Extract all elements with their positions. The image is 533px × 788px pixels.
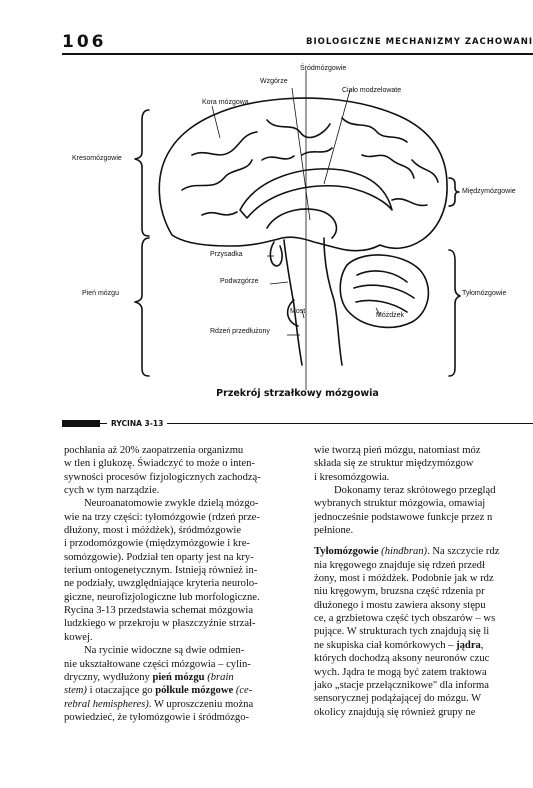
text-line: cych w tym narządzie. bbox=[64, 485, 160, 497]
text-line: powiedzieć, że tyłomózgowie i śródmózgo- bbox=[64, 711, 250, 723]
pituitary bbox=[270, 242, 282, 266]
term-bold: Tyłomózgowie bbox=[314, 546, 379, 558]
label-cialo-modzelowate: Ciało modzelowate bbox=[342, 87, 402, 94]
text-line: wybranych struktur mózgowia, omawiaj bbox=[314, 498, 486, 510]
label-tylomozgowie: Tyłomózgowie bbox=[462, 290, 507, 297]
brain-figure bbox=[62, 60, 533, 399]
label-miedzymozgowie: Międzymózgowie bbox=[462, 188, 516, 195]
text-line: kowej. bbox=[64, 631, 93, 643]
text-line: ne podziały, uwzględniające kryteria neurolo- bbox=[64, 578, 258, 590]
text-span: . W uproszczeniu można bbox=[148, 698, 254, 710]
running-title: BIOLOGICZNE MECHANIZMY ZACHOWANI bbox=[305, 37, 533, 47]
text-line: i kresomózgowia. bbox=[314, 471, 390, 483]
text-line bbox=[64, 698, 298, 711]
text-span: i otaczające go bbox=[86, 685, 156, 697]
brace-kresomozgowie bbox=[135, 110, 149, 236]
label-wzgorze: Wzgórze bbox=[260, 78, 288, 85]
term-italic: (hindbran) bbox=[378, 546, 428, 558]
header-rule bbox=[62, 53, 533, 55]
text-line: żony, most i móżdżek. Podobnie jak w rdz bbox=[314, 573, 494, 585]
term-italic: (brain bbox=[204, 671, 234, 683]
cortex-outline bbox=[159, 98, 447, 251]
figure-number: RYCINA 3-13 bbox=[107, 419, 167, 428]
term-italic: rebral hemispheres) bbox=[64, 698, 149, 710]
label-mozdzek: Móżdżek bbox=[376, 312, 405, 319]
label-rdzen: Rdzeń przedłużony bbox=[210, 328, 270, 335]
text-line: Rycina 3-13 przedstawia schemat mózgowia bbox=[64, 605, 254, 617]
figure-caption: Przekrój strzałkowy mózgowia bbox=[216, 388, 379, 399]
text-line: pełnione. bbox=[314, 525, 354, 537]
text-line: somózgowie). Podział ten oparty jest na kry- bbox=[64, 551, 254, 563]
term-bold: półkule mózgowe bbox=[155, 685, 234, 697]
text-line: składa się ze struktur międzymózgow bbox=[314, 458, 474, 470]
text-line: pochłania aż 20% zaopatrzenia organizmu bbox=[64, 445, 244, 456]
label-kora-mozgowa: Kora mózgowa bbox=[202, 99, 249, 106]
text-line: których dochodzą aksony neuronów czuc bbox=[314, 653, 490, 665]
text-column-right bbox=[314, 444, 533, 719]
text-span: , bbox=[480, 639, 484, 651]
corpus-callosum bbox=[240, 169, 392, 218]
text-line: pujące. W strukturach tych znajdują się li bbox=[314, 626, 490, 638]
text-line: giczne, neurofizjologiczne lub morfologiczne. bbox=[64, 591, 260, 603]
text-line: Na rycinie widoczne są dwie odmien- bbox=[84, 645, 245, 657]
text-line: i przodomózgowie (międzymózgowie i kre- bbox=[64, 538, 250, 550]
text-span: . Na szczycie rdz bbox=[427, 546, 500, 558]
text-line: wie na trzy części: tyłomózgowie (rdzeń prze- bbox=[64, 511, 260, 523]
text-line: ludzkiego w przekroju w płaszczyźnie strzał- bbox=[64, 618, 256, 630]
label-srodmozgowie: Śródmózgowie bbox=[300, 65, 347, 72]
text-line: Neuroanatomowie zwykle dzielą mózgo- bbox=[84, 498, 259, 510]
text-line: jednocześnie podstawowe funkcje przez n bbox=[314, 511, 493, 523]
brainstem-front bbox=[284, 240, 302, 365]
term-bold: jądra bbox=[456, 639, 481, 651]
label-kresomozgowie: Kresomózgowie bbox=[72, 155, 122, 162]
label-podwzgorze: Podwzgórze bbox=[220, 278, 259, 285]
label-pien-mozgu: Pień mózgu bbox=[82, 290, 119, 297]
text-line: nie ukształtowane części mózgowia – cylin- bbox=[64, 658, 251, 670]
text-span: ne skupiska ciał komórkowych – bbox=[314, 639, 457, 651]
text-line: wych. Jądra te mogą być zatem traktowa bbox=[314, 666, 487, 678]
text-line bbox=[64, 671, 298, 684]
brace-miedzymozgowie bbox=[449, 178, 459, 206]
text-line: sensorycznej podążającej do mózgu. W bbox=[314, 693, 482, 705]
text-line: Dokonamy teraz skrótowego przegląd bbox=[334, 485, 496, 497]
thalamus bbox=[267, 209, 336, 238]
text-line: sywności procesów fizjologicznych zachodzą- bbox=[64, 471, 261, 483]
text-line: okolicy znajdują się również grupy ne bbox=[314, 706, 476, 718]
text-line: ce, a grzbietowa część tych obszarów – ws bbox=[314, 613, 496, 625]
brace-tylomozgowie bbox=[449, 250, 460, 376]
text-line bbox=[64, 684, 298, 697]
text-line: dłużony, most i móżdżek), śródmózgowie bbox=[64, 525, 242, 537]
text-line: niu kręgowym, bruzsna część rdzenia pr bbox=[314, 586, 485, 598]
page-number: 106 bbox=[62, 32, 107, 52]
text-line: wie tworzą pień mózgu, natomiast móz bbox=[314, 445, 481, 456]
term-italic: stem) bbox=[64, 685, 87, 697]
brainstem-back bbox=[324, 238, 342, 365]
text-line: jako „stacje przełącznikowe" dla informa bbox=[314, 679, 489, 691]
label-przysadka: Przysadka bbox=[210, 251, 243, 258]
text-line: dłużonego i mostu zawiera aksony stępu bbox=[314, 599, 486, 611]
label-most: Most bbox=[290, 308, 306, 315]
page-header bbox=[62, 32, 533, 54]
text-line: w tlen i glukozę. Świadczyć to może o inten- bbox=[64, 458, 255, 470]
term-bold: pień mózgu bbox=[152, 671, 205, 683]
text-line bbox=[314, 545, 533, 558]
text-line: terium ontogenetycznym. Istnieją również in- bbox=[64, 565, 258, 577]
text-span: dryczny, wydłużony bbox=[64, 671, 153, 683]
brace-pien bbox=[135, 238, 149, 376]
text-column-left bbox=[64, 444, 298, 724]
text-line bbox=[314, 639, 533, 652]
text-line: nia kręgowego znajduje się rdzeń przedł bbox=[314, 559, 485, 571]
brain-illustration bbox=[62, 60, 533, 390]
term-italic: (ce- bbox=[233, 685, 253, 697]
figure-bar bbox=[62, 420, 100, 427]
